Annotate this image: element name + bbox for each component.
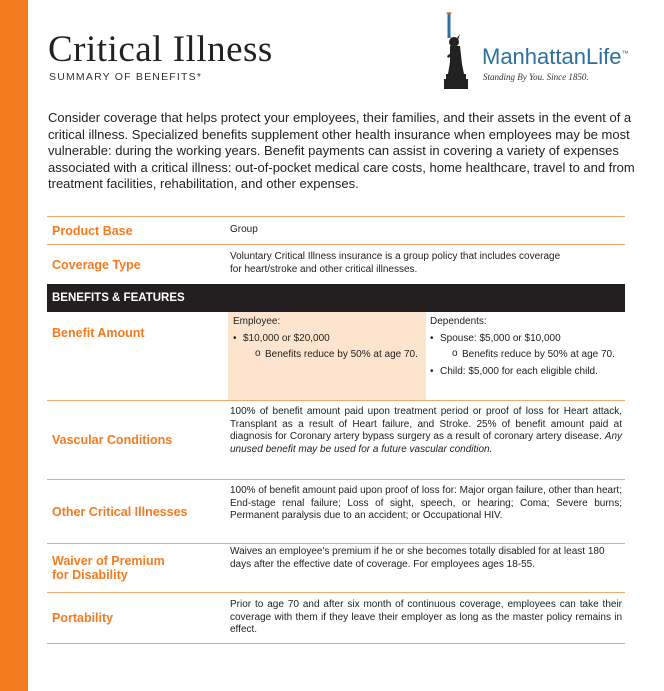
- waiver-value: Waives an employee's premium if he or she becomes totally disabled for at least 180 days after the effective date of coverage. For employees ages 18-55.: [230, 546, 605, 570]
- statue-of-liberty-icon: [440, 12, 480, 92]
- employee-benefit-cell: [228, 312, 426, 400]
- brand-name: ManhattanLife™: [482, 44, 629, 69]
- employee-reduction: o Benefits reduce by 50% at age 70.: [233, 349, 422, 362]
- table-bottom-rule: [47, 643, 625, 644]
- waiver-label: Waiver of Premium for Disability: [52, 554, 165, 582]
- row-other-critical-illnesses: [47, 479, 625, 543]
- section-header-benefits: BENEFITS & FEATURES: [47, 284, 625, 312]
- child-amount: • Child: $5,000 for each eligible child.: [430, 366, 621, 379]
- coverage-type-value: Voluntary Critical Illness insurance is a group policy that includes coverage for heart/stroke and other critical illnesses.: [230, 251, 561, 275]
- row-waiver-of-premium: [47, 543, 625, 592]
- orange-side-stripe: [0, 0, 28, 691]
- product-base-value: Group: [230, 224, 258, 236]
- row-coverage-type: [47, 244, 625, 284]
- row-portability: [47, 592, 625, 643]
- spouse-amount: • Spouse: $5,000 or $10,000: [430, 333, 621, 346]
- dependents-heading: Dependents:: [430, 316, 487, 327]
- company-logo: [440, 12, 640, 92]
- other-illnesses-label: Other Critical Illnesses: [52, 504, 188, 519]
- benefit-amount-value: [225, 312, 625, 400]
- product-base-label: Product Base: [52, 223, 133, 238]
- benefit-amount-label: Benefit Amount: [52, 326, 145, 340]
- dependents-benefit-cell: [426, 312, 625, 400]
- benefits-table: [47, 216, 625, 644]
- coverage-type-label: Coverage Type: [52, 257, 141, 272]
- row-benefit-amount: [47, 312, 625, 400]
- spouse-reduction: o Benefits reduce by 50% at age 70.: [430, 349, 621, 362]
- employee-amount: • $10,000 or $20,000: [233, 333, 422, 346]
- page-title: Critical Illness: [48, 29, 273, 70]
- vascular-value: 100% of benefit amount paid upon treatment period or proof of loss for Heart attack, Transplant as a result of Heart failure, and Stroke. 25% of benefit amount paid at diagnosis for Coronary artery bypass surgery as a result of coronary artery disease. Any unused benefit may be used for a future vascular condition.: [230, 406, 623, 455]
- employee-heading: Employee:: [233, 316, 281, 327]
- portability-value: Prior to age 70 and after six month of continuous coverage, employees can take their coverage with them if they leave their employer as long as the master policy remains in effect.: [230, 599, 622, 635]
- row-product-base: [47, 216, 625, 244]
- row-vascular-conditions: [47, 400, 625, 479]
- page-subtitle: SUMMARY OF BENEFITS*: [49, 71, 203, 83]
- brand-tagline: Standing By You. Since 1850.: [483, 72, 589, 82]
- intro-paragraph: Consider coverage that helps protect your employees, their families, and their assets in the event of a critical illness. Specialized benefits supplement other health insurance when employees may be most vulnerable: during the working years. Benefit payments can assist in covering a variety of expenses associated with a critical illness: out-of-pocket medical care costs, home healthcare, travel to and from treatment facilities, rehabilitation, and other expenses.: [48, 110, 635, 191]
- other-illnesses-value: 100% of benefit amount paid upon proof of loss for: Major organ failure, other than heart; End-stage renal failure; Loss of sight, speech, or hearing; Coma; Severe burns; Permanent paralysis due to an accident; or Occupational HIV.: [230, 485, 622, 521]
- vascular-label: Vascular Conditions: [52, 433, 173, 447]
- portability-label: Portability: [52, 611, 114, 625]
